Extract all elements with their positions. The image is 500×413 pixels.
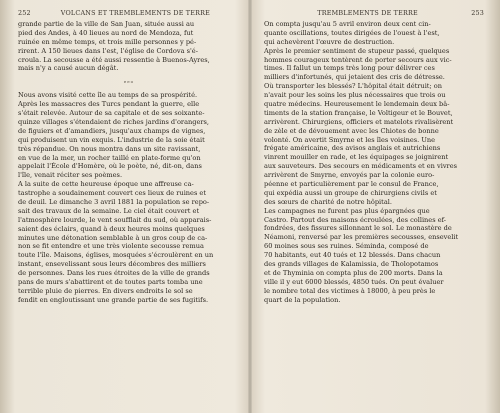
- text-line: vinrent mouiller en rade, et les équipages se joignirent: [264, 153, 449, 162]
- text-line: On compta jusqu'au 5 avril environ deux cent cin-: [264, 20, 431, 28]
- right-paragraph-1: [264, 20, 484, 47]
- text-line: toute l'île. Maisons, églises, mosquées s'écroulèrent en un: [18, 251, 214, 260]
- text-line: tastrophe a soudainement couvert ces lieux de ruines et: [18, 189, 206, 198]
- text-line: ville il y eut 6000 blessés, 4850 tués. On peut évaluer: [264, 277, 444, 286]
- text-line: times. Il fallut un temps très long pour délivrer ces: [264, 64, 435, 73]
- right-paragraph-3: [264, 207, 484, 305]
- text-line: arrivèrent. Chirurgiens, officiers et matelots rivalisèrent: [264, 117, 454, 126]
- text-line: Après les massacres des Turcs pendant la guerre, elle: [18, 100, 200, 109]
- right-page-number: 253: [471, 9, 484, 17]
- text-line: saient des éclairs, quand à deux heures moins quelques: [18, 224, 205, 233]
- text-line: milliers d'infortunés, qui jetaient des cris de détresse.: [264, 73, 445, 82]
- text-line: de deuil. Le dimanche 3 avril 1881 la population se repo-: [18, 198, 210, 207]
- text-line: 60 moines sous ses ruines. Séminda, composé de: [264, 242, 429, 251]
- text-line: mais n'y a causé aucun dégât.: [18, 64, 119, 73]
- text-line: qui achevèrent l'œuvre de destruction.: [264, 37, 395, 46]
- text-line: fendit en engloutissant une grande partie de ses fugitifs.: [18, 295, 209, 304]
- left-page-header: [18, 9, 240, 17]
- text-line: Nous avons visité cette île au temps de sa prospérité.: [18, 91, 198, 100]
- text-line: Castro. Partout des maisons écroulées, des collines ef-: [264, 215, 447, 224]
- text-line: rirent. A 150 lieues dans l'est, l'église de Cordova s'é-: [18, 46, 198, 55]
- text-line: qui expédia aussi un groupe de chirurgiens civils et: [264, 188, 437, 197]
- right-page: [250, 0, 500, 413]
- text-line: péenne et particulièrement par le consul de France,: [264, 180, 439, 189]
- text-line: volonté. On avertit Smyrne et les îles voisines. Une: [264, 135, 436, 144]
- text-line: Néamoni, renversé par les premières secousses, ensevelit: [264, 233, 459, 242]
- text-line: appelait l'École d'Homère, où le poète, né, dit-on, dans: [18, 162, 202, 171]
- text-line: instant, ensevelissant sous leurs décombres des milliers: [18, 260, 206, 269]
- text-line: Après le premier sentiment de stupeur passé, quelques: [264, 46, 450, 55]
- text-line: des grands villages de Kalamissia, de Tholopotamos: [264, 260, 439, 269]
- text-line: terrible pluie de pierres. En divers endroits le sol se: [18, 286, 193, 295]
- left-paragraph-3: [18, 180, 240, 304]
- section-ornament: eeo: [123, 79, 135, 85]
- text-line: l'île, venait réciter ses poèmes.: [18, 171, 123, 180]
- text-line: aux sauveteurs. Des secours en médicaments et en vivres: [264, 162, 457, 171]
- text-line: grande partie de la ville de San Juan, située aussi au: [18, 20, 195, 28]
- text-line: Les campagnes ne furent pas plus épargnées que: [264, 206, 430, 215]
- text-line: ruinée en même temps, et trois mille personnes y pé-: [18, 37, 197, 46]
- left-page-number: 252: [18, 9, 31, 17]
- text-line: arrivèrent de Smyrne, envoyés par la colonie euro-: [264, 171, 435, 180]
- text-line: quinze villages s'étendaient de riches jardins d'orangers,: [18, 118, 210, 127]
- right-running-head: TREMBLEMENTS DE TERRE: [317, 9, 418, 17]
- text-line: frégate américaine, des avisos anglais et autrichiens: [264, 144, 441, 153]
- text-line: pied des Andes, à 40 lieues au nord de Mendoza, fut: [18, 28, 194, 37]
- text-line: hommes courageux tentèrent de porter secours aux vic-: [264, 55, 452, 64]
- text-line: quatre médecins. Heureusement le lendemain deux bâ-: [264, 100, 450, 109]
- text-line: n'avait pour les soins les plus nécessaires que trois ou: [264, 91, 446, 100]
- text-line: s'était relevée. Autour de sa capitale et de ses soixante-: [18, 109, 205, 118]
- text-line: et de Thyminia on compta plus de 200 morts. Dans la: [264, 268, 443, 277]
- text-line: Où transporter les blessés? L'hôpital était détruit; on: [264, 82, 442, 91]
- text-line: qui produisent un vin exquis. L'industrie de la soie était: [18, 135, 205, 144]
- right-page-header: [264, 9, 484, 17]
- right-paragraph-2: [264, 47, 484, 207]
- text-line: de zèle et de dévouement avec les Chiotes de bonne: [264, 126, 439, 135]
- text-line: 70 habitants, eut 40 tués et 12 blessés. Dans chacun: [264, 251, 441, 260]
- text-line: de personnes. Dans les rues étroites de la ville de grands: [18, 269, 210, 278]
- text-line: minutes une détonation semblable à un gros coup de ca-: [18, 233, 208, 242]
- text-line: quart de la population.: [264, 295, 341, 304]
- text-line: en vue de la mer, un rocher taillé en plate-forme qu'on: [18, 153, 201, 162]
- text-line: non se fit entendre et une très violente secousse remua: [18, 242, 204, 251]
- text-line: pans de murs s'abattirent et de toutes parts tomba une: [18, 278, 203, 287]
- text-line: timents de la station française, le Voltigeur et le Bouvet,: [264, 108, 453, 117]
- text-line: quante oscillations, toutes dirigées de l'ouest à l'est,: [264, 28, 440, 37]
- left-running-head: VOLCANS ET TREMBLEMENTS DE TERRE: [60, 9, 211, 17]
- left-paragraph-1: [18, 20, 240, 73]
- text-line: l'atmosphère lourde, le vent soufflait du sud, où apparais-: [18, 215, 212, 224]
- text-line: de figuiers et d'amandiers, jusqu'aux champs de vignes,: [18, 126, 206, 135]
- text-line: le nombre total des victimes à 18000, à peu près le: [264, 286, 436, 295]
- text-line: sait des travaux de la semaine. Le ciel était couvert et: [18, 206, 200, 215]
- left-paragraph-2: [18, 91, 240, 180]
- text-line: croula. La secousse a été aussi ressentie à Buenos-Ayres,: [18, 55, 210, 64]
- text-line: fondrées, des fissures sillonnant le sol. Le monastère de: [264, 224, 452, 233]
- text-line: des sœurs de charité de notre hôpital.: [264, 197, 392, 206]
- text-line: A la suite de cette heureuse époque une affreuse ca-: [18, 180, 194, 189]
- text-line: très répandue. On nous montra dans un site ravissant,: [18, 144, 201, 153]
